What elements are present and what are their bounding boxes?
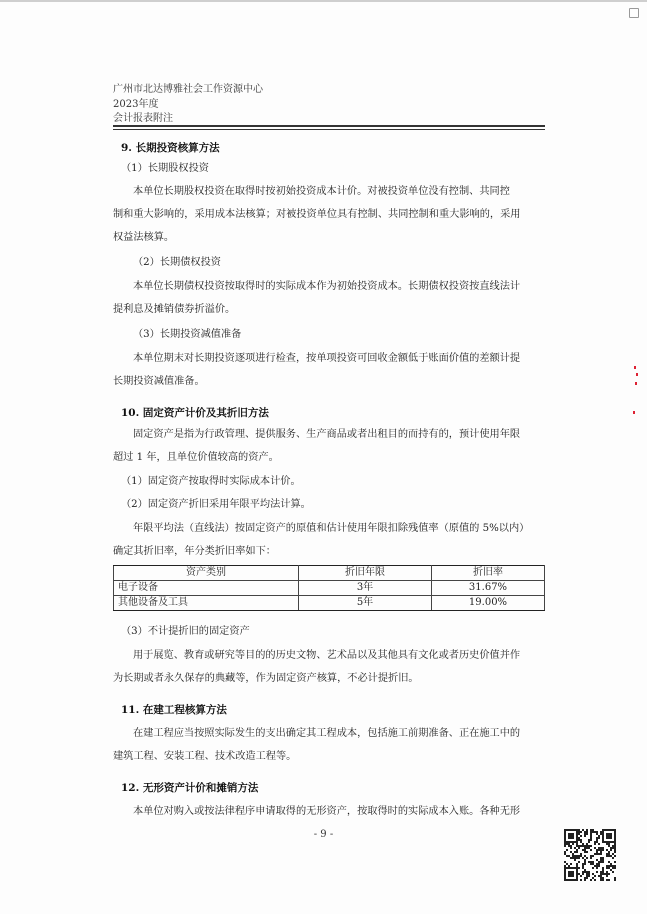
- section-10-3-title: （3）不计提折旧的固定资产: [121, 626, 250, 637]
- scan-top-edge: [0, 0, 647, 2]
- table-cell: 31.67%: [432, 581, 545, 596]
- section-11-title: 11. 在建工程核算方法: [121, 704, 227, 716]
- paragraph-line: 固定资产是指为行政管理、提供服务、生产商品或者出租目的而持有的，预计使用年限: [133, 429, 521, 440]
- paragraph-line: 本单位长期股权投资在取得时按初始投资成本计价。对被投资单位没有控制、共同控: [133, 186, 510, 197]
- header-doc-title: 会计报表附注: [113, 113, 173, 124]
- header-org: 广州市北达博雅社会工作资源中心: [113, 84, 263, 95]
- paragraph-line: 提利息及摊销债券折溢价。: [113, 304, 236, 315]
- paragraph-line: 年限平均法（直线法）按固定资产的原值和估计使用年限扣除残值率（原值的 5%以内）: [133, 523, 530, 534]
- table-row: [114, 596, 545, 611]
- depreciation-table: [113, 565, 545, 611]
- paragraph-line: （2）固定资产折旧采用年限平均法计算。: [121, 499, 311, 510]
- paragraph-line: 本单位长期债权投资按取得时的实际成本作为初始投资成本。长期债权投资按直线法计: [133, 281, 521, 292]
- page-number: - 9 -: [313, 829, 334, 840]
- paragraph-line: （1）固定资产按取得时实际成本计价。: [121, 476, 301, 487]
- seal-mark: [634, 366, 636, 369]
- header-year: 2023年度: [113, 99, 159, 110]
- paragraph-line: 本单位对购入或按法律程序申请取得的无形资产，按取得时的实际成本入账。各种无形: [133, 806, 521, 817]
- qr-code-icon: [564, 829, 616, 881]
- table-cell: 其他设备及工具: [114, 596, 299, 611]
- header-rule-thin: [113, 129, 545, 130]
- table-cell: 19.00%: [432, 596, 545, 611]
- seal-mark: [633, 411, 635, 414]
- table-header-cell: 折旧年限: [299, 566, 432, 581]
- table-header-row: [114, 566, 545, 581]
- header-rule-thick: [113, 125, 545, 127]
- paragraph-line: 超过 1 年，且单位价值较高的资产。: [113, 452, 279, 463]
- corner-mark: [629, 8, 639, 18]
- section-9-2-title: （2）长期债权投资: [133, 257, 221, 268]
- section-9-1-title: （1）长期股权投资: [121, 163, 209, 174]
- paragraph-line: 确定其折旧率，年分类折旧率如下：: [113, 546, 276, 557]
- paragraph-line: 制和重大影响的，采用成本法核算；对被投资单位具有控制、共同控制和重大影响的，采用: [113, 209, 521, 220]
- section-12-title: 12. 无形资产计价和摊销方法: [121, 782, 259, 794]
- seal-mark: [636, 373, 638, 376]
- table-header-cell: 折旧率: [432, 566, 545, 581]
- table-cell: 5年: [299, 596, 432, 611]
- paragraph-line: 本单位期末对长期投资逐项进行检查，按单项投资可回收金额低于账面价值的差额计提: [133, 353, 521, 364]
- paragraph-line: 为长期或者永久保存的典藏等，作为固定资产核算，不必计提折旧。: [113, 673, 419, 684]
- paragraph-line: 在建工程应当按照实际发生的支出确定其工程成本，包括施工前期准备、正在施工中的: [133, 728, 521, 739]
- paragraph-line: 用于展览、教育或研究等目的的历史文物、艺术品以及其他具有文化或者历史价值并作: [133, 650, 521, 661]
- table-header-cell: 资产类别: [114, 566, 299, 581]
- paragraph-line: 长期投资减值准备。: [113, 376, 205, 387]
- section-9-title: 9. 长期投资核算方法: [121, 142, 220, 154]
- paragraph-line: 权益法核算。: [113, 232, 175, 243]
- table-cell: 3年: [299, 581, 432, 596]
- paragraph-line: 建筑工程、安装工程、技术改造工程等。: [113, 751, 297, 762]
- section-9-3-title: （3）长期投资减值准备: [133, 329, 242, 340]
- seal-mark: [635, 382, 637, 385]
- table-cell: 电子设备: [114, 581, 299, 596]
- table-row: [114, 581, 545, 596]
- section-10-title: 10. 固定资产计价及其折旧方法: [121, 407, 269, 419]
